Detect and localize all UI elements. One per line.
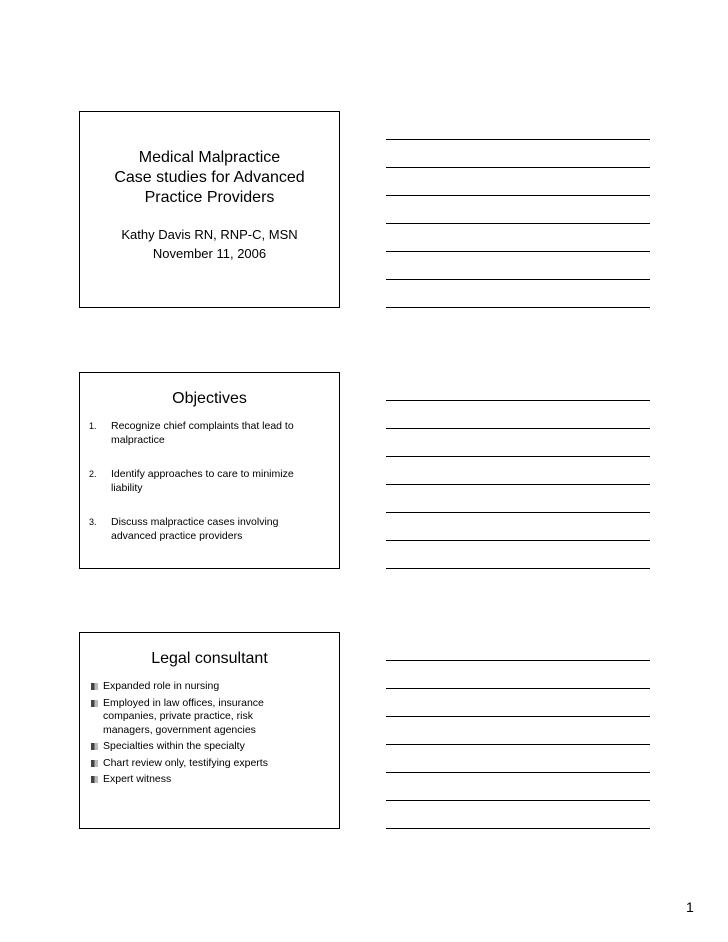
slide-2-thumbnail (79, 372, 340, 569)
title-line: Case studies for Advanced (114, 169, 305, 186)
note-line (386, 279, 650, 280)
date-line: November 11, 2006 (152, 246, 267, 261)
slide-1-subtitle (80, 225, 339, 263)
note-line (386, 828, 650, 829)
note-line (386, 716, 650, 717)
slide-2-heading: Objectives (172, 390, 247, 407)
note-line (386, 307, 650, 308)
bullet-square-icon (91, 700, 98, 707)
list-item (91, 757, 331, 771)
item-line: malpractice (111, 434, 165, 446)
item-line: Employed in law offices, insurance (103, 696, 264, 709)
item-line: managers, government agencies (103, 723, 256, 736)
note-line (386, 772, 650, 773)
bullet-square-icon (91, 683, 98, 690)
list-item (91, 680, 331, 694)
title-line: Practice Providers (144, 189, 275, 206)
list-number: 2. (89, 469, 97, 479)
note-line (386, 744, 650, 745)
slide-3-heading: Legal consultant (151, 650, 268, 667)
note-line (386, 568, 650, 569)
bullet-square-icon (91, 760, 98, 767)
note-line (386, 167, 650, 168)
slide-1-title (80, 148, 339, 208)
note-line (386, 800, 650, 801)
note-line (386, 251, 650, 252)
list-item (89, 419, 329, 447)
consultant-list (91, 680, 331, 790)
note-line (386, 223, 650, 224)
note-line (386, 428, 650, 429)
list-number: 1. (89, 421, 97, 431)
item-line: advanced practice providers (111, 530, 243, 542)
bullet-square-icon (91, 743, 98, 750)
list-item (91, 773, 331, 787)
note-line (386, 400, 650, 401)
note-line (386, 456, 650, 457)
note-line (386, 512, 650, 513)
item-line: Chart review only, testifying experts (103, 756, 268, 769)
item-line: Expert witness (103, 773, 172, 785)
note-line (386, 540, 650, 541)
bullet-square-icon (91, 776, 98, 783)
slide-1-thumbnail (79, 111, 340, 308)
list-item (91, 697, 331, 738)
note-line (386, 195, 650, 196)
slide-3-thumbnail (79, 632, 340, 829)
item-line: companies, private practice, risk (103, 710, 253, 722)
note-line (386, 484, 650, 485)
item-line: Recognize chief complaints that lead to (111, 420, 294, 432)
title-line: Medical Malpractice (138, 149, 281, 166)
objectives-list (89, 419, 329, 563)
note-line (386, 688, 650, 689)
item-line: Expanded role in nursing (103, 680, 220, 692)
note-line (386, 139, 650, 140)
list-item (91, 740, 331, 754)
item-line: Identify approaches to care to minimize (111, 468, 294, 480)
page-number: 1 (686, 899, 694, 915)
note-line (386, 660, 650, 661)
list-item (89, 515, 329, 543)
item-line: Specialties within the specialty (103, 740, 245, 752)
item-line: Discuss malpractice cases involving (111, 516, 279, 528)
author-line: Kathy Davis RN, RNP-C, MSN (121, 227, 298, 242)
list-item (89, 467, 329, 495)
item-line: liability (111, 482, 143, 494)
list-number: 3. (89, 517, 97, 527)
